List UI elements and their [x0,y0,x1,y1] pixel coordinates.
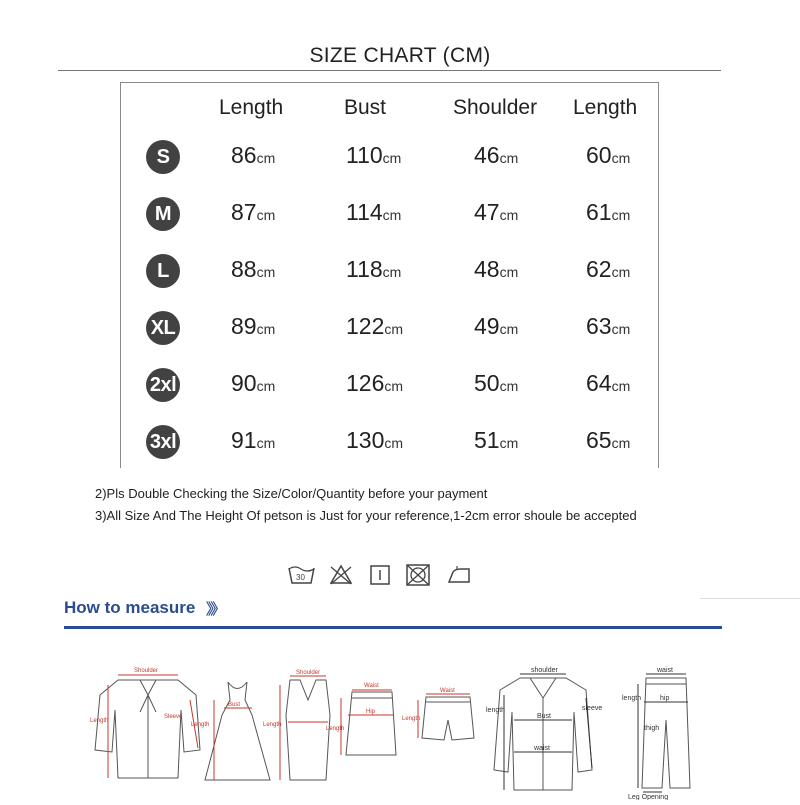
cell-shoulder [474,427,518,454]
size-badge-l: L [146,254,180,288]
cell-value: 114 [346,199,383,225]
cell-unit: cm [256,378,276,394]
how-to-measure-title: How to measure [64,598,196,617]
cell-value: 62 [586,256,612,282]
cell-unit: cm [611,150,631,166]
cell-value: 130 [346,427,385,453]
col-header-length: Length [219,96,284,119]
cell-length-2 [586,199,630,226]
note-check-size: 2)Pls Double Checking the Size/Color/Quantity before your payment [95,486,488,501]
label-sleeve: sleeve [582,705,603,712]
cell-value: 110 [346,142,383,168]
cell-shoulder [474,370,518,397]
jacket-diagram [494,674,592,790]
label-length: length [622,695,642,702]
cell-unit: cm [499,150,519,166]
cell-length-2 [586,313,630,340]
cell-unit: cm [384,435,404,451]
cell-value: 65 [586,427,612,453]
cell-length [231,199,275,226]
size-badge-3xl: 3xl [146,425,180,459]
label-length: Length [263,722,282,728]
cell-length [231,427,275,454]
label-bust: Bust [537,713,552,720]
label-bust: Bust [228,702,241,708]
cell-length [231,256,275,283]
cell-length-2 [586,427,630,454]
cell-length [231,142,275,169]
note-reference: 3)All Size And The Height Of petson is Just for your reference,1-2cm error shoule be accepted [95,508,637,523]
cell-unit: cm [611,435,631,451]
no-dry-clean-icon [407,565,429,585]
cell-value: 126 [346,370,385,396]
cell-shoulder [474,313,518,340]
cell-bust [346,199,401,226]
cell-unit: cm [499,378,519,394]
cell-unit: cm [611,264,631,280]
wash-30-icon [289,567,314,583]
chevrons-icon: 》》 [206,601,223,618]
label-waist: Waist [364,683,379,689]
col-header-shoulder: Shoulder [453,96,538,119]
cell-value: 61 [586,199,612,225]
cell-shoulder [474,142,518,169]
cell-value: 86 [231,142,257,168]
cell-value: 63 [586,313,612,339]
cell-unit: cm [256,150,276,166]
cell-unit: cm [499,264,519,280]
size-badge-2xl: 2xl [146,368,180,402]
cell-shoulder [474,199,518,226]
size-badge-s: S [146,140,180,174]
label-thigh: thigh [644,725,660,732]
cell-unit: cm [382,264,402,280]
label-leg-opening: Leg Opening [628,794,669,800]
cell-unit: cm [256,264,276,280]
skirt-diagram [341,690,396,755]
cell-unit: cm [256,435,276,451]
label-shoulder: Shoulder [296,670,321,676]
cell-value: 88 [231,256,257,282]
no-bleach-icon [331,566,351,584]
iron-icon [449,566,469,582]
cell-value: 64 [586,370,612,396]
cell-value: 50 [474,370,500,396]
cell-value: 91 [231,427,257,453]
cell-bust [346,370,403,397]
label-shoulder: Shoulder [134,668,159,674]
care-icons [287,563,477,592]
cell-unit: cm [384,378,404,394]
cell-unit: cm [382,150,402,166]
cell-unit: cm [382,207,402,223]
label-hip: Hip [366,709,376,715]
cell-value: 60 [586,142,612,168]
blouse-diagram [95,675,200,778]
size-badge-xl: XL [146,311,180,345]
cell-unit: cm [256,207,276,223]
label-waist: waist [657,667,673,674]
label-length: Length [90,718,109,724]
label-length: length [486,707,506,714]
cell-value: 47 [474,199,500,225]
page-title: SIZE CHART (CM) [309,44,491,67]
faint-divider [700,598,800,599]
cell-length-2 [586,256,630,283]
label-hip: hip [660,695,670,702]
dress-diagram [205,682,270,780]
cell-unit: cm [611,321,631,337]
cell-value: 51 [474,427,500,453]
cell-bust [346,427,403,454]
vest-diagram [280,676,330,780]
size-badge-m: M [146,197,180,231]
cell-value: 89 [231,313,257,339]
cell-bust [346,142,401,169]
col-header-length-2: Length [573,96,638,119]
cell-unit: cm [499,435,519,451]
cell-length-2 [586,142,630,169]
cell-length [231,313,275,340]
shorts-diagram [418,694,474,740]
cell-length [231,370,275,397]
cell-bust [346,256,401,283]
cell-unit: cm [499,207,519,223]
cell-unit: cm [611,207,631,223]
cell-length-2 [586,370,630,397]
label-waist: Waist [440,688,455,694]
how-to-measure-divider [64,626,722,629]
tumble-dry-icon [371,566,389,584]
cell-unit: cm [499,321,519,337]
cell-unit: cm [256,321,276,337]
svg-text:30: 30 [296,573,305,582]
cell-value: 90 [231,370,257,396]
measure-diagrams [0,640,800,805]
cell-value: 87 [231,199,257,225]
trousers-diagram [638,674,690,792]
label-waist: waist [534,745,550,752]
label-shoulder: shoulder [531,667,558,674]
cell-bust [346,313,403,340]
label-length: Length [191,722,210,728]
cell-value: 48 [474,256,500,282]
cell-shoulder [474,256,518,283]
title-divider [58,70,721,71]
label-length: Length [402,716,421,722]
cell-unit: cm [384,321,404,337]
cell-value: 46 [474,142,500,168]
cell-value: 122 [346,313,385,339]
cell-value: 118 [346,256,383,282]
label-sleeve: Sleeve [164,714,183,720]
cell-value: 49 [474,313,500,339]
label-length: Length [326,726,345,732]
cell-unit: cm [611,378,631,394]
col-header-bust: Bust [344,96,387,119]
